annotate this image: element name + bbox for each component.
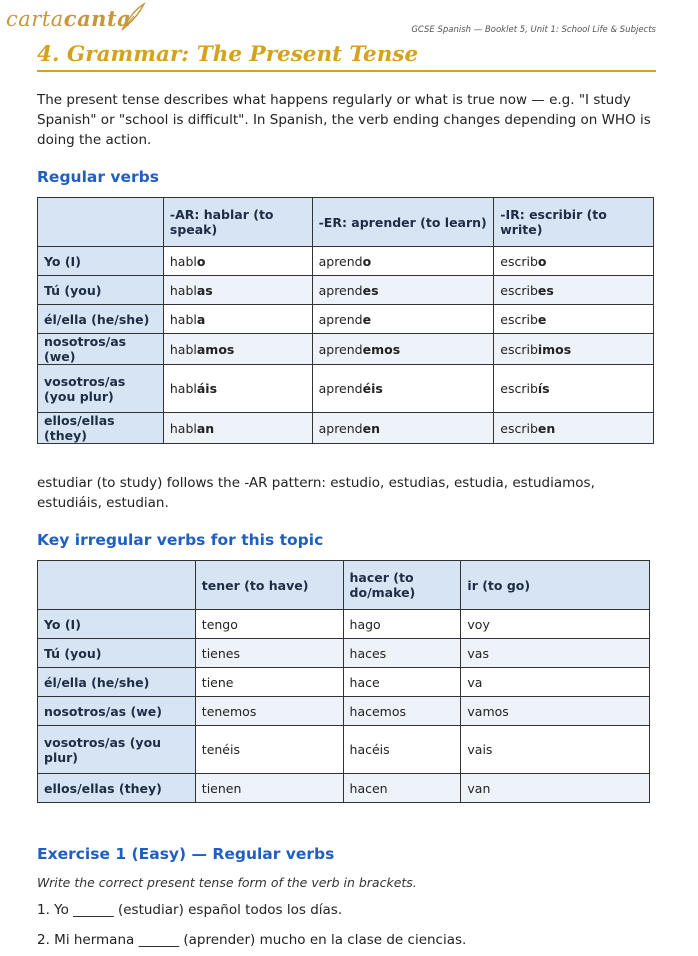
verb-stem: escrib xyxy=(500,311,538,327)
exercise-item: 2. Mi hermana ______ (aprender) mucho en la clase de ciencias. xyxy=(37,932,467,948)
table-header-row xyxy=(38,561,650,610)
quill-icon xyxy=(120,2,146,32)
verb-ending: amos xyxy=(196,341,235,357)
verb-form-cell xyxy=(312,413,494,444)
column-header: hacer (to do/make) xyxy=(343,561,461,610)
exercise-instruction: Write the correct present tense form of the verb in brackets. xyxy=(37,875,417,890)
verb-stem: aprend xyxy=(318,311,363,327)
verb-form-cell xyxy=(494,305,654,334)
header-meta: GCSE Spanish — Booklet 5, Unit 1: School Life & Subjects xyxy=(411,25,656,35)
verb-stem: aprend xyxy=(318,341,363,357)
pronoun-cell: él/ella (he/she) xyxy=(38,305,164,334)
verb-ending: es xyxy=(362,282,379,298)
verb-form-cell: tienes xyxy=(195,639,343,668)
pronoun-cell: Yo (I) xyxy=(38,610,196,639)
verb-form-cell xyxy=(163,413,312,444)
verb-ending: a xyxy=(196,311,206,327)
verb-stem: habl xyxy=(169,381,197,396)
pronoun-cell: vosotros/as (you plur) xyxy=(38,726,196,774)
verb-form-cell: tengo xyxy=(195,610,343,639)
table-row xyxy=(38,726,650,774)
verb-stem: habl xyxy=(169,341,197,357)
verb-stem: aprend xyxy=(318,420,363,436)
column-header: -AR: hablar (to speak) xyxy=(163,198,312,247)
column-header xyxy=(38,561,196,610)
verb-form-cell: hacen xyxy=(343,774,461,803)
verb-form-cell: hacemos xyxy=(343,697,461,726)
verb-form-cell xyxy=(312,247,494,276)
pronoun-cell: nosotros/as (we) xyxy=(38,334,164,365)
table-row xyxy=(38,365,654,413)
column-header: -ER: aprender (to learn) xyxy=(312,198,494,247)
verb-ending: o xyxy=(196,253,206,269)
verb-stem: aprend xyxy=(318,253,363,269)
verb-form-cell: tiene xyxy=(195,668,343,697)
verb-stem: habl xyxy=(169,420,197,436)
table-row xyxy=(38,639,650,668)
column-header: -IR: escribir (to write) xyxy=(494,198,654,247)
verb-form-cell xyxy=(163,365,312,413)
verb-form-cell: van xyxy=(461,774,650,803)
verb-form-cell xyxy=(163,334,312,365)
verb-form-cell: tienen xyxy=(195,774,343,803)
verb-ending: o xyxy=(537,253,547,269)
verb-ending: emos xyxy=(362,341,401,357)
exercise-heading: Exercise 1 (Easy) — Regular verbs xyxy=(37,845,335,863)
verb-ending: éis xyxy=(362,381,383,396)
verb-ending: áis xyxy=(196,381,218,396)
irregular-verbs-table xyxy=(37,560,650,803)
verb-form-cell: tenemos xyxy=(195,697,343,726)
verb-stem: escrib xyxy=(500,341,538,357)
table-row xyxy=(38,305,654,334)
verb-stem: escrib xyxy=(500,381,538,396)
verb-form-cell xyxy=(163,276,312,305)
pronoun-cell: él/ella (he/she) xyxy=(38,668,196,697)
verb-form-cell: hace xyxy=(343,668,461,697)
verb-stem: escrib xyxy=(500,253,538,269)
pronoun-cell: ellos/ellas (they) xyxy=(38,413,164,444)
verb-form-cell xyxy=(312,365,494,413)
verb-form-cell: voy xyxy=(461,610,650,639)
table-header-row xyxy=(38,198,654,247)
pronoun-cell: ellos/ellas (they) xyxy=(38,774,196,803)
table-row xyxy=(38,334,654,365)
page-header xyxy=(0,0,698,48)
table-row xyxy=(38,668,650,697)
verb-ending: as xyxy=(196,282,213,298)
verb-stem: habl xyxy=(169,253,197,269)
verb-form-cell xyxy=(312,276,494,305)
verb-form-cell xyxy=(494,413,654,444)
table-row xyxy=(38,697,650,726)
column-header: tener (to have) xyxy=(195,561,343,610)
table-row xyxy=(38,774,650,803)
verb-form-cell: vais xyxy=(461,726,650,774)
verb-form-cell xyxy=(163,247,312,276)
table-row xyxy=(38,247,654,276)
verb-form-cell xyxy=(312,305,494,334)
cartacanta-logo xyxy=(6,6,131,31)
verb-ending: en xyxy=(362,420,380,436)
irregular-verbs-heading: Key irregular verbs for this topic xyxy=(37,531,324,549)
verb-stem: escrib xyxy=(500,420,538,436)
verb-ending: e xyxy=(537,311,547,327)
section-title: 4. Grammar: The Present Tense xyxy=(37,42,656,72)
logo-text-b: canta xyxy=(63,6,132,31)
pronoun-cell: nosotros/as (we) xyxy=(38,697,196,726)
verb-ending: ís xyxy=(537,381,550,396)
table-row xyxy=(38,610,650,639)
verb-stem: escrib xyxy=(500,282,538,298)
logo-text-a: carta xyxy=(6,7,64,31)
table-row xyxy=(38,413,654,444)
verb-stem: aprend xyxy=(318,381,363,396)
estudiar-note: estudiar (to study) follows the -AR pattern: estudio, estudias, estudia, estudiamos, estudiáis, estudian. xyxy=(37,475,595,511)
intro-paragraph: The present tense describes what happens regularly or what is true now — e.g. "I study Spanish" or "school is difficult". In Spanish, the verb ending changes depending on WHO is doing the action. xyxy=(37,92,651,148)
table-row xyxy=(38,276,654,305)
verb-stem: habl xyxy=(169,311,197,327)
verb-form-cell: vas xyxy=(461,639,650,668)
exercise-item: 1. Yo ______ (estudiar) español todos los días. xyxy=(37,902,343,918)
verb-form-cell xyxy=(494,247,654,276)
verb-form-cell xyxy=(163,305,312,334)
verb-form-cell: vamos xyxy=(461,697,650,726)
verb-ending: imos xyxy=(537,341,572,357)
verb-form-cell: hacéis xyxy=(343,726,461,774)
pronoun-cell: Tú (you) xyxy=(38,639,196,668)
verb-ending: e xyxy=(362,311,372,327)
pronoun-cell: Tú (you) xyxy=(38,276,164,305)
pronoun-cell: vosotros/as (you plur) xyxy=(38,365,164,413)
verb-ending: en xyxy=(537,420,556,436)
regular-verbs-heading: Regular verbs xyxy=(37,168,159,186)
verb-form-cell: hago xyxy=(343,610,461,639)
verb-ending: an xyxy=(196,420,215,436)
verb-form-cell: tenéis xyxy=(195,726,343,774)
verb-stem: aprend xyxy=(318,282,363,298)
verb-form-cell xyxy=(494,365,654,413)
verb-form-cell: haces xyxy=(343,639,461,668)
verb-stem: habl xyxy=(169,282,197,298)
verb-form-cell: va xyxy=(461,668,650,697)
regular-verbs-table xyxy=(37,197,654,444)
verb-ending: o xyxy=(362,253,372,269)
verb-form-cell xyxy=(494,334,654,365)
verb-form-cell xyxy=(494,276,654,305)
column-header: ir (to go) xyxy=(461,561,650,610)
column-header xyxy=(38,198,164,247)
verb-form-cell xyxy=(312,334,494,365)
pronoun-cell: Yo (I) xyxy=(38,247,164,276)
verb-ending: es xyxy=(537,282,554,298)
